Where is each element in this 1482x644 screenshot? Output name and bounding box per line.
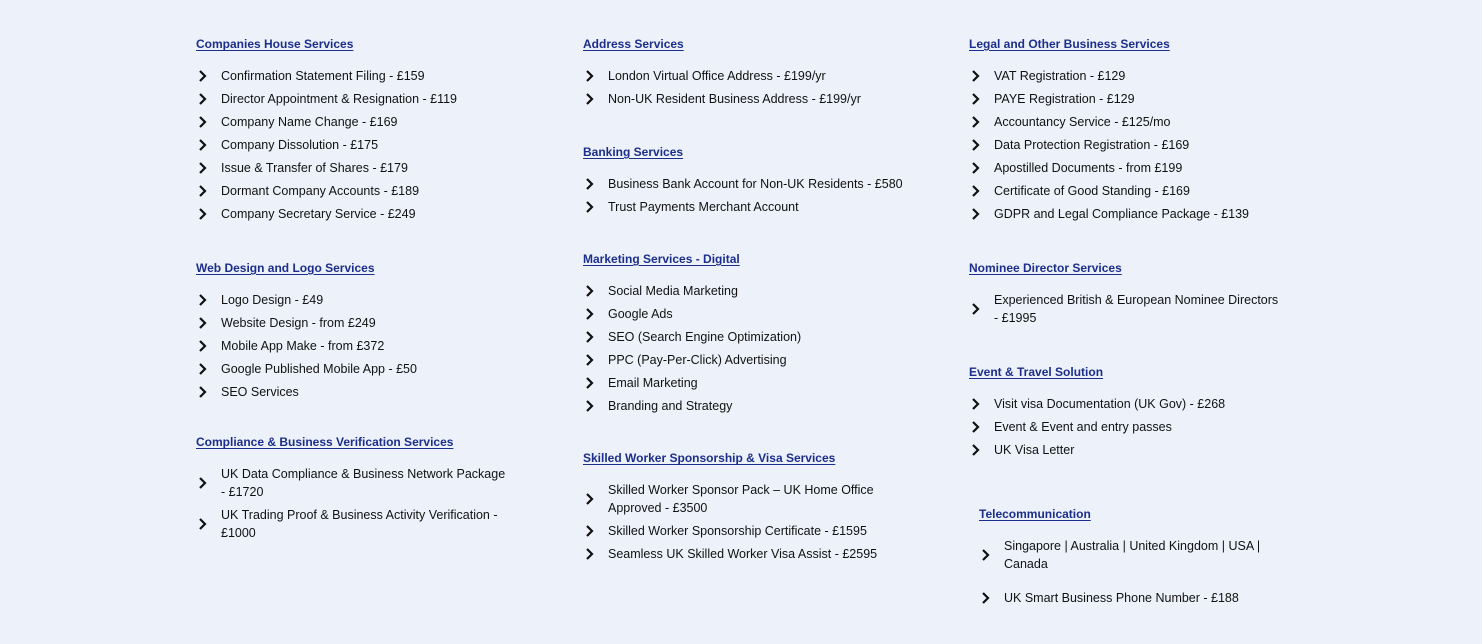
section-title-link[interactable]: Compliance & Business Verification Services [196,435,454,449]
section-marketing [583,250,913,415]
list-item-label: Logo Design - £49 [221,293,324,307]
section-nominee-director [969,259,1299,327]
list-item-label: Mobile App Make - from £372 [221,339,385,353]
section-title-link[interactable]: Address Services [583,37,684,51]
list-item-label: Branding and Strategy [608,399,733,413]
chevron-right-icon [198,477,208,489]
list-item[interactable] [583,481,913,517]
section-event-travel [969,363,1299,459]
list-item-label: Seamless UK Skilled Worker Visa Assist - £2595 [608,547,878,561]
list-item[interactable] [969,205,1299,223]
chevron-right-icon [971,208,981,220]
list-item[interactable] [196,360,526,378]
list-item-label: Google Ads [608,307,673,321]
list-item-label: Skilled Worker Sponsor Pack – UK Home Office Approved - £3500 [608,483,874,515]
section-telecommunication [979,505,1299,607]
list-item-label: Social Media Marketing [608,284,738,298]
chevron-right-icon [585,548,595,560]
section-compliance [196,433,526,542]
list-item-label: UK Smart Business Phone Number - £188 [1004,591,1239,605]
chevron-right-icon [971,303,981,315]
chevron-right-icon [585,525,595,537]
section-title-link[interactable]: Legal and Other Business Services [969,37,1170,51]
chevron-right-icon [585,285,595,297]
list-item-label: London Virtual Office Address - £199/yr [608,69,826,83]
list-item[interactable] [196,291,526,309]
list-item-label: UK Data Compliance & Business Network Package - £1720 [221,467,506,499]
chevron-right-icon [971,185,981,197]
chevron-right-icon [981,549,991,561]
section-title-link[interactable]: Banking Services [583,145,684,159]
service-list [583,282,913,415]
list-item[interactable] [196,90,526,108]
list-item-label: Skilled Worker Sponsorship Certificate - £1595 [608,524,867,538]
chevron-right-icon [585,377,595,389]
section-title-link[interactable]: Skilled Worker Sponsorship & Visa Services [583,451,836,465]
list-item[interactable] [196,506,526,542]
section-title-link[interactable]: Web Design and Logo Services [196,261,375,275]
service-list [583,481,913,563]
chevron-right-icon [971,116,981,128]
section-legal [969,35,1299,223]
service-list [979,537,1299,607]
chevron-right-icon [198,162,208,174]
chevron-right-icon [971,398,981,410]
section-title-link[interactable]: Nominee Director Services [969,261,1122,275]
list-item[interactable] [196,465,526,501]
chevron-right-icon [971,139,981,151]
list-item[interactable] [583,545,913,563]
service-list [969,291,1299,327]
list-item[interactable] [583,374,913,392]
service-list [196,67,526,223]
chevron-right-icon [585,178,595,190]
list-item-label: Dormant Company Accounts - £189 [221,184,420,198]
list-item-label: Data Protection Registration - £169 [994,138,1190,152]
chevron-right-icon [585,400,595,412]
list-item[interactable] [196,383,526,401]
list-item-label: SEO Services [221,385,299,399]
chevron-right-icon [971,444,981,456]
list-item[interactable] [969,67,1299,85]
section-banking [583,143,913,216]
chevron-right-icon [198,185,208,197]
list-item[interactable] [583,175,913,193]
list-item[interactable] [196,337,526,355]
service-list [583,67,913,108]
list-item[interactable] [196,136,526,154]
list-item[interactable] [196,314,526,332]
list-item[interactable] [969,418,1299,436]
list-item-label: Website Design - from £249 [221,316,376,330]
column-1 [196,35,526,547]
list-item[interactable] [979,589,1299,607]
list-item-label: Director Appointment & Resignation - £119 [221,92,458,106]
list-item-label: Accountancy Service - £125/mo [994,115,1171,129]
list-item-label: Apostilled Documents - from £199 [994,161,1183,175]
list-item[interactable] [583,351,913,369]
list-item[interactable] [969,291,1299,327]
list-item[interactable] [196,67,526,85]
list-item-label: VAT Registration - £129 [994,69,1126,83]
column-2 [583,35,913,568]
list-item-label: PPC (Pay-Per-Click) Advertising [608,353,787,367]
chevron-right-icon [198,70,208,82]
service-list [583,175,913,216]
list-item-label: Company Secretary Service - £249 [221,207,416,221]
list-item[interactable] [583,198,913,216]
list-item[interactable] [969,136,1299,154]
chevron-right-icon [198,294,208,306]
chevron-right-icon [585,93,595,105]
service-list [969,67,1299,223]
section-title-link[interactable]: Companies House Services [196,37,354,51]
chevron-right-icon [198,518,208,530]
list-item[interactable] [979,537,1299,573]
list-item[interactable] [583,90,913,108]
list-item-label: Singapore | Australia | United Kingdom | USA | Canada [1004,539,1261,571]
list-item[interactable] [969,395,1299,413]
chevron-right-icon [198,208,208,220]
list-item[interactable] [583,328,913,346]
section-address [583,35,913,108]
list-item-label: SEO (Search Engine Optimization) [608,330,802,344]
list-item[interactable] [196,205,526,223]
list-item-label: Google Published Mobile App - £50 [221,362,417,376]
list-item-label: Experienced British & European Nominee Directors - £1995 [994,293,1279,325]
list-item-label: Non-UK Resident Business Address - £199/yr [608,92,861,106]
list-item-label: Issue & Transfer of Shares - £179 [221,161,408,175]
section-skilled-worker [583,449,913,563]
chevron-right-icon [585,493,595,505]
list-item[interactable] [969,159,1299,177]
chevron-right-icon [198,139,208,151]
chevron-right-icon [971,70,981,82]
chevron-right-icon [198,386,208,398]
list-item[interactable] [969,182,1299,200]
chevron-right-icon [585,201,595,213]
list-item[interactable] [196,113,526,131]
list-item-label: Business Bank Account for Non-UK Residents - £580 [608,177,903,191]
list-item[interactable] [196,159,526,177]
section-title-link[interactable]: Telecommunication [979,507,1091,521]
list-item[interactable] [583,67,913,85]
chevron-right-icon [971,421,981,433]
list-item-label: UK Trading Proof & Business Activity Verification - £1000 [221,508,498,540]
list-item-label: Visit visa Documentation (UK Gov) - £268 [994,397,1226,411]
list-item-label: UK Visa Letter [994,443,1075,457]
list-item-label: Event & Event and entry passes [994,420,1172,434]
chevron-right-icon [585,354,595,366]
chevron-right-icon [585,331,595,343]
chevron-right-icon [198,93,208,105]
chevron-right-icon [971,93,981,105]
list-item[interactable] [196,182,526,200]
list-item[interactable] [969,441,1299,459]
list-item[interactable] [583,522,913,540]
section-title-link[interactable]: Marketing Services - Digital [583,252,740,266]
list-item[interactable] [969,90,1299,108]
list-item[interactable] [583,282,913,300]
chevron-right-icon [198,363,208,375]
chevron-right-icon [585,70,595,82]
list-item-label: Certificate of Good Standing - £169 [994,184,1190,198]
section-title-link[interactable]: Event & Travel Solution [969,365,1104,379]
list-item-label: PAYE Registration - £129 [994,92,1135,106]
chevron-right-icon [585,308,595,320]
list-item-label: Confirmation Statement Filing - £159 [221,69,425,83]
service-list [969,395,1299,459]
list-item-label: GDPR and Legal Compliance Package - £139 [994,207,1250,221]
chevron-right-icon [198,317,208,329]
chevron-right-icon [971,162,981,174]
list-item[interactable] [969,113,1299,131]
service-list [196,291,526,401]
section-companies-house [196,35,526,223]
list-item[interactable] [583,305,913,323]
section-web-design [196,259,526,401]
chevron-right-icon [981,592,991,604]
list-item[interactable] [583,397,913,415]
list-item-label: Email Marketing [608,376,698,390]
chevron-right-icon [198,116,208,128]
column-3 [969,35,1299,623]
chevron-right-icon [198,340,208,352]
list-item-label: Company Name Change - £169 [221,115,398,129]
list-item-label: Company Dissolution - £175 [221,138,379,152]
list-item-label: Trust Payments Merchant Account [608,200,799,214]
service-list [196,465,526,542]
